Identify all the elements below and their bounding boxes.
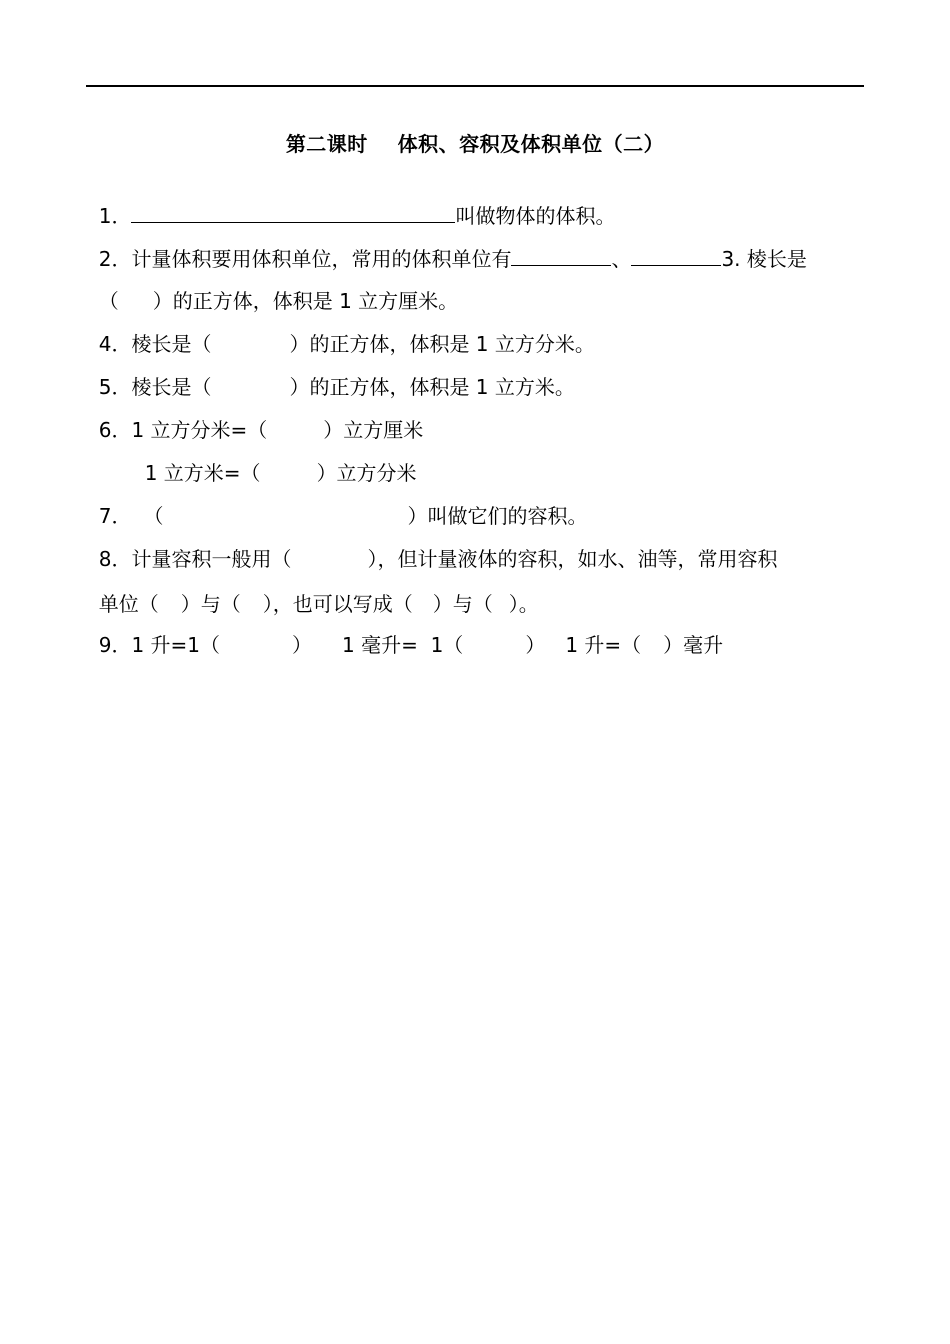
question-number: 1． <box>98 204 132 228</box>
question-text: ）毫升 <box>663 633 724 657</box>
question-number: 4． <box>98 332 132 356</box>
question-text: 1 立方分米=（ <box>131 418 268 442</box>
question-text: ）的正方体，体积是 1 立方米。 <box>289 375 575 399</box>
question-text: ）与（ <box>180 592 241 616</box>
question-number: 2． <box>98 247 132 271</box>
question-number: 9． <box>98 633 132 657</box>
question-number: 6． <box>98 418 132 442</box>
close-paren: ） <box>152 289 173 313</box>
question-text: ） <box>292 633 313 657</box>
question-text: 单位（ <box>98 592 159 616</box>
question-text: 1 升=1（ <box>131 633 221 657</box>
separator: 、 <box>611 247 632 271</box>
question-text: 1 立方米=（ <box>144 461 261 485</box>
open-paren: （ <box>98 289 119 313</box>
page-title: 第二课时 体积、容积及体积单位（二） <box>285 132 665 156</box>
question-text: ）立方厘米 <box>323 418 424 442</box>
question-number: 3. <box>721 247 747 271</box>
question-text: 棱长是（ <box>131 332 212 356</box>
question-number: 7． <box>98 504 132 528</box>
question-text: ）的正方体，体积是 1 立方分米。 <box>289 332 595 356</box>
header-rule <box>86 85 864 87</box>
question-text: ），也可以写成（ <box>262 592 413 616</box>
question-text: 棱长是（ <box>131 375 212 399</box>
question-text: 棱长是 <box>746 247 807 271</box>
question-text: 1 毫升= 1（ <box>342 633 464 657</box>
question-text: ），但计量液体的容积，如水、油等，常用容积 <box>367 547 778 571</box>
question-text: ）立方分米 <box>316 461 417 485</box>
question-text: 的正方体，体积是 1 立方厘米。 <box>172 289 459 313</box>
question-text: 1 升=（ <box>565 633 642 657</box>
question-text: 计量容积一般用（ <box>131 547 292 571</box>
question-number: 8． <box>98 547 132 571</box>
question-text: ）叫做它们的容积。 <box>407 504 588 528</box>
open-paren: （ <box>143 504 164 528</box>
question-text: 叫做物体的体积。 <box>455 204 616 228</box>
answer-blank[interactable] <box>631 245 721 266</box>
question-text: ）与（ <box>432 592 493 616</box>
question-text: ）。 <box>508 592 539 616</box>
question-text: 计量体积要用体积单位，常用的体积单位有 <box>131 247 512 271</box>
question-number: 5． <box>98 375 132 399</box>
question-9 <box>86 606 723 658</box>
answer-blank[interactable] <box>511 245 611 266</box>
question-text: ） <box>525 633 546 657</box>
